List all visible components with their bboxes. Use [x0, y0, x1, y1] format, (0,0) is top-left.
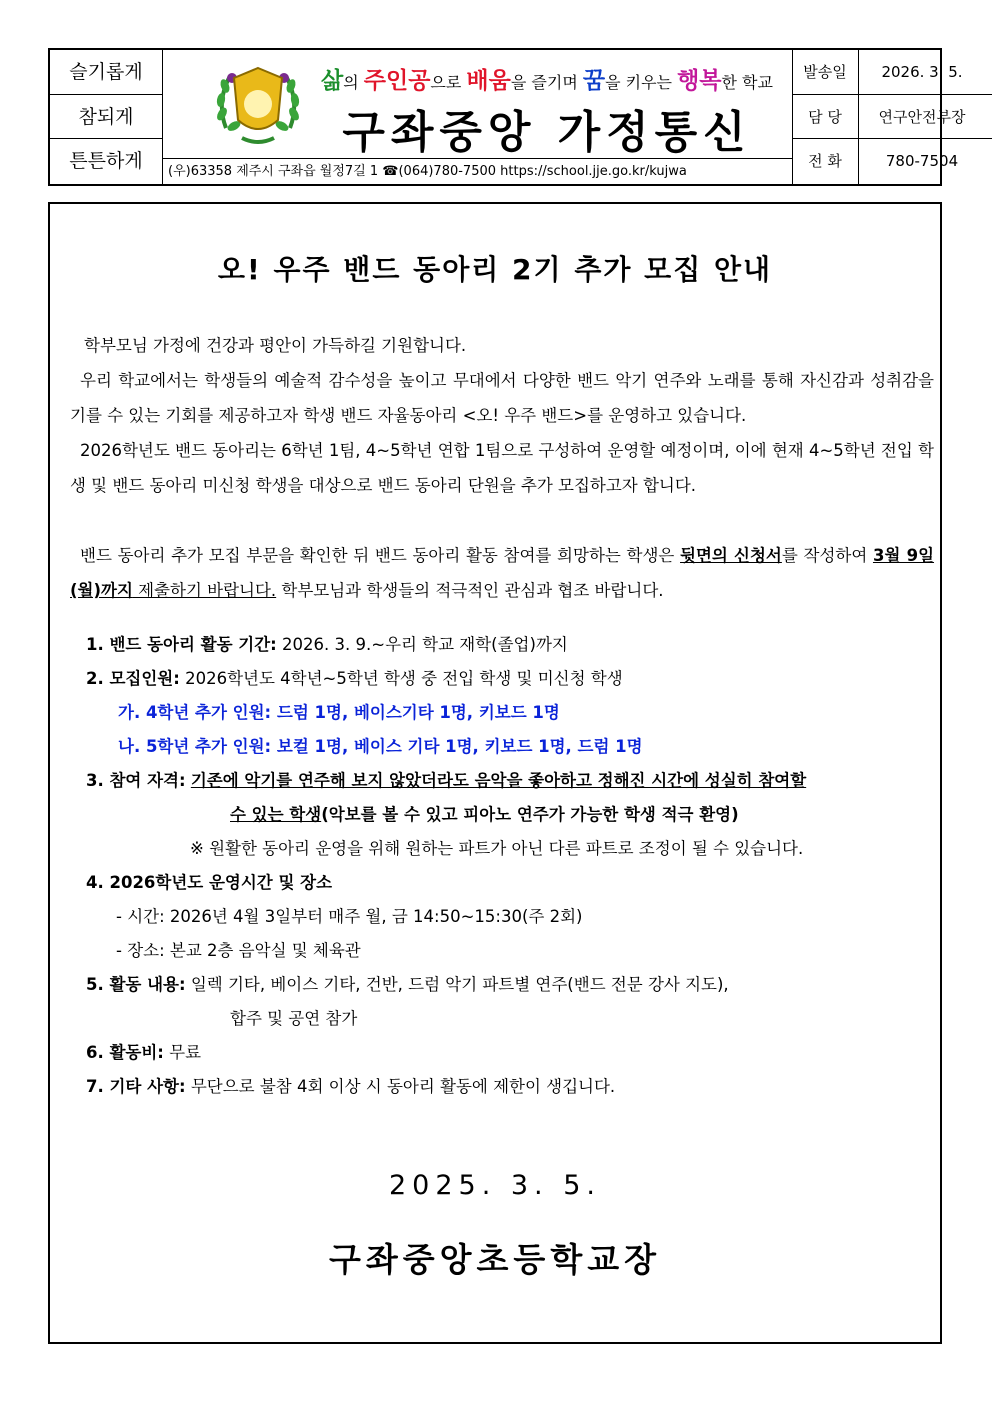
request-text: 를 작성하여 [781, 546, 873, 565]
intro-paragraph: 우리 학교에서는 학생들의 예술적 감수성을 높이고 무대에서 다양한 밴드 악기 연주와 노래를 통해 자신감과 성취감을 기를 수 있는 기회를 제공하고자 학생 밴드 자율동아리 <오! 우주 밴드>를 운영하고 있습니다. [70, 371, 934, 425]
slogan-text: 한 학교 [721, 73, 773, 92]
request-text: 제출하기 바랍니다. [132, 581, 277, 600]
list-subitem: - 장소: 본교 2층 음악실 및 체육관 [116, 941, 361, 960]
deadline: 3월 9일(월)까지 [70, 546, 935, 600]
info-row [792, 139, 992, 184]
letterhead-center [162, 50, 793, 184]
slogan-word: 삶 [321, 68, 344, 94]
letterhead [48, 48, 966, 186]
item-value: 기존에 악기를 연주해 보지 않았더라도 음악을 좋아하고 정해진 시간에 성실히 참여할 [190, 771, 807, 790]
list-subitem: 나. 5학년 추가 인원: 보컬 1명, 베이스 기타 1명, 키보드 1명, 드럼 1명 [118, 737, 643, 756]
list-item [86, 968, 936, 1002]
info-row [792, 95, 992, 140]
list-item [86, 764, 936, 798]
item-key: 6. 활동비: [86, 1043, 164, 1062]
list-item: 4. 2026학년도 운영시간 및 장소 [86, 873, 333, 892]
info-key: 발송일 [792, 50, 859, 94]
request-text: 학부모님과 학생들의 적극적인 관심과 협조 바랍니다. [276, 581, 664, 600]
slogan-word: 주인공 [363, 68, 431, 94]
info-value: 연구안전부장 [878, 107, 966, 126]
item-value: 2026학년도 4학년~5학년 학생 중 전입 학생 및 미신청 학생 [179, 669, 623, 688]
item-value: 2026. 3. 9.~우리 학교 재학(졸업)까지 [276, 635, 568, 654]
info-key: 담 당 [792, 95, 859, 139]
slogan-word: 행복 [677, 68, 722, 94]
request-text: 밴드 동아리 추가 모집 부문을 확인한 뒤 밴드 동아리 활동 참여를 희망하는 학생은 [80, 546, 681, 565]
slogan-text: 을 즐기며 [510, 73, 583, 92]
greeting-paragraph: 학부모님 가정에 건강과 평안이 가득하길 기원합니다. [84, 336, 467, 355]
list-item [86, 662, 936, 696]
details-list [86, 628, 936, 1104]
request-paragraph [70, 538, 934, 608]
slogan-word: 배움 [466, 68, 511, 94]
notice-title: 오! 우주 밴드 동아리 2기 추가 모집 안내 [217, 253, 773, 286]
info-value: 780-7504 [885, 152, 959, 171]
list-item [86, 1070, 936, 1104]
school-emblem-logo [212, 58, 304, 150]
signer: 구좌중앙초등학교장 [329, 1240, 661, 1279]
item-key: 7. 기타 사항: [86, 1077, 186, 1096]
slogan-word: 꿈 [582, 68, 606, 94]
motto-1: 슬기롭게 [50, 50, 162, 95]
plan-paragraph: 2026학년도 밴드 동아리는 6학년 1팀, 4~5학년 연합 1팀으로 구성하여 운영할 예정이며, 이에 현재 4~5학년 전입 학생 및 밴드 동아리 미신청 학생을 대상으로 밴드 동아리 단원을 추가 모집하고자 합니다. [70, 441, 934, 495]
item-key: 3. 참여 자격: [86, 771, 186, 790]
item-value: 무료 [163, 1043, 202, 1062]
newsletter-title: 구좌중앙 가정통신 [342, 107, 752, 158]
application-form-ref: 뒷면의 신청서 [680, 546, 782, 565]
slogan-text: 의 [343, 73, 364, 92]
school-mottos [50, 50, 163, 184]
motto-3: 튼튼하게 [69, 150, 143, 173]
slogan-text: 을 키우는 [605, 73, 678, 92]
notice-body [48, 202, 942, 1344]
list-item-continued [86, 798, 936, 832]
list-subitem: 가. 4학년 추가 인원: 드럼 1명, 베이스기타 1명, 키보드 1명 [118, 703, 560, 722]
item-key: 2. 모집인원: [86, 669, 180, 688]
slogan-text: 으로 [430, 73, 467, 92]
school-address: (우)63358 제주시 구좌읍 월정7길 1 ☎(064)780-7500 https://school.jje.go.kr/kujwa [162, 158, 792, 184]
item-value: 수 있는 학생 [230, 805, 322, 824]
info-key: 전 화 [792, 139, 859, 184]
issue-info-table [792, 50, 992, 184]
list-item [86, 1036, 936, 1070]
list-item [86, 628, 936, 662]
item-value: 일렉 기타, 베이스 기타, 건반, 드럼 악기 파트별 연주(밴드 전문 강사 지도), [185, 975, 729, 994]
list-item-continued: 합주 및 공연 참가 [230, 1009, 358, 1028]
item-key: 5. 활동 내용: [86, 975, 186, 994]
school-slogan [312, 62, 782, 95]
info-row [792, 50, 992, 95]
motto-2: 참되게 [50, 95, 162, 140]
item-key: 1. 밴드 동아리 활동 기간: [86, 635, 277, 654]
note: ※ 원활한 동아리 운영을 위해 원하는 파트가 아닌 다른 파트로 조정이 될 수 있습니다. [190, 839, 804, 858]
item-value: 무단으로 불참 4회 이상 시 동아리 활동에 제한이 생깁니다. [185, 1077, 616, 1096]
issue-date: 2025. 3. 5. [389, 1170, 601, 1201]
info-value: 2026. 3. 5. [881, 63, 963, 81]
item-value: (악보를 볼 수 있고 피아노 연주가 가능한 학생 적극 환영) [321, 805, 739, 824]
list-subitem: - 시간: 2026년 4월 3일부터 매주 월, 금 14:50~15:30(주 2회) [116, 907, 583, 926]
